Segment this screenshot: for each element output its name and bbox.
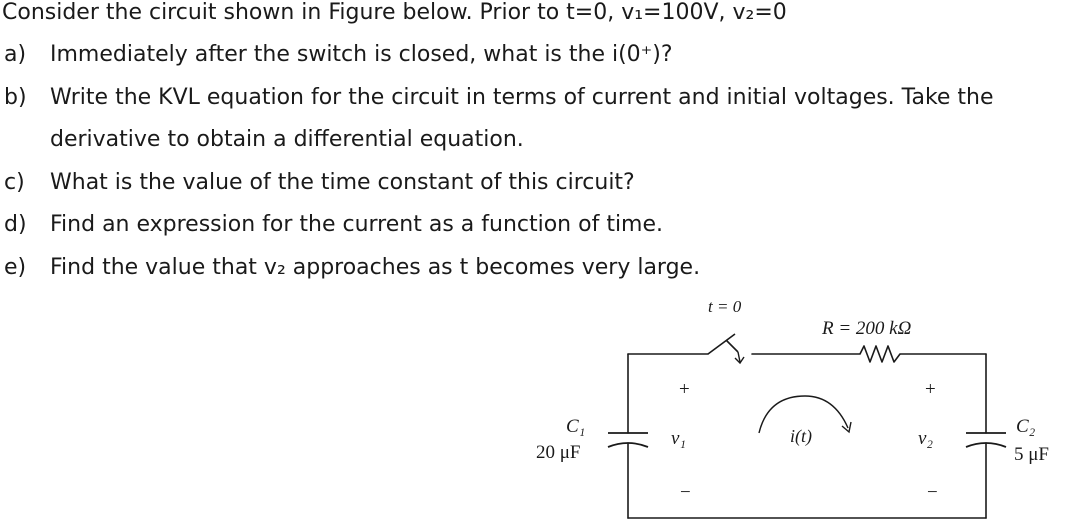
question-label: e) [4, 255, 27, 280]
question-text: What is the value of the time constant of this circuit? [50, 170, 635, 195]
question-text: Find an expression for the current as a function of time. [50, 212, 664, 237]
v2-label: v₂ [918, 428, 934, 449]
problem-intro: Consider the circuit shown in Figure below. Prior to t=0, v₁=100V, v₂=0 [2, 0, 787, 25]
resistor-icon [860, 346, 900, 362]
v1-minus-sign: − [680, 482, 691, 503]
question-label: b) [4, 85, 27, 110]
question-text: Write the KVL equation for the circuit in terms of current and initial voltages. Take the derivative to obtain a differential equation. [50, 85, 994, 152]
resistor-label: R = 200 kΩ [822, 318, 912, 339]
question-text: Find the value that v₂ approaches as t becomes very large. [50, 255, 701, 280]
v2-plus-sign: + [925, 379, 936, 400]
switch-label: t = 0 [708, 297, 742, 316]
question-text: Immediately after the switch is closed, what is the i(0⁺)? [50, 42, 673, 67]
v2-minus-sign: − [927, 482, 938, 503]
question-label: a) [4, 42, 27, 67]
question-label: c) [4, 170, 25, 195]
c2-name: C₂ [1016, 416, 1036, 437]
v1-plus-sign: + [679, 379, 690, 400]
question-label: d) [4, 212, 27, 237]
v1-label: v₁ [671, 428, 687, 449]
current-label: i(t) [790, 426, 812, 446]
c1-value: 20 μF [536, 442, 581, 463]
c1-name: C₁ [566, 416, 586, 437]
switch-icon [708, 334, 744, 363]
c2-value: 5 μF [1014, 444, 1050, 465]
